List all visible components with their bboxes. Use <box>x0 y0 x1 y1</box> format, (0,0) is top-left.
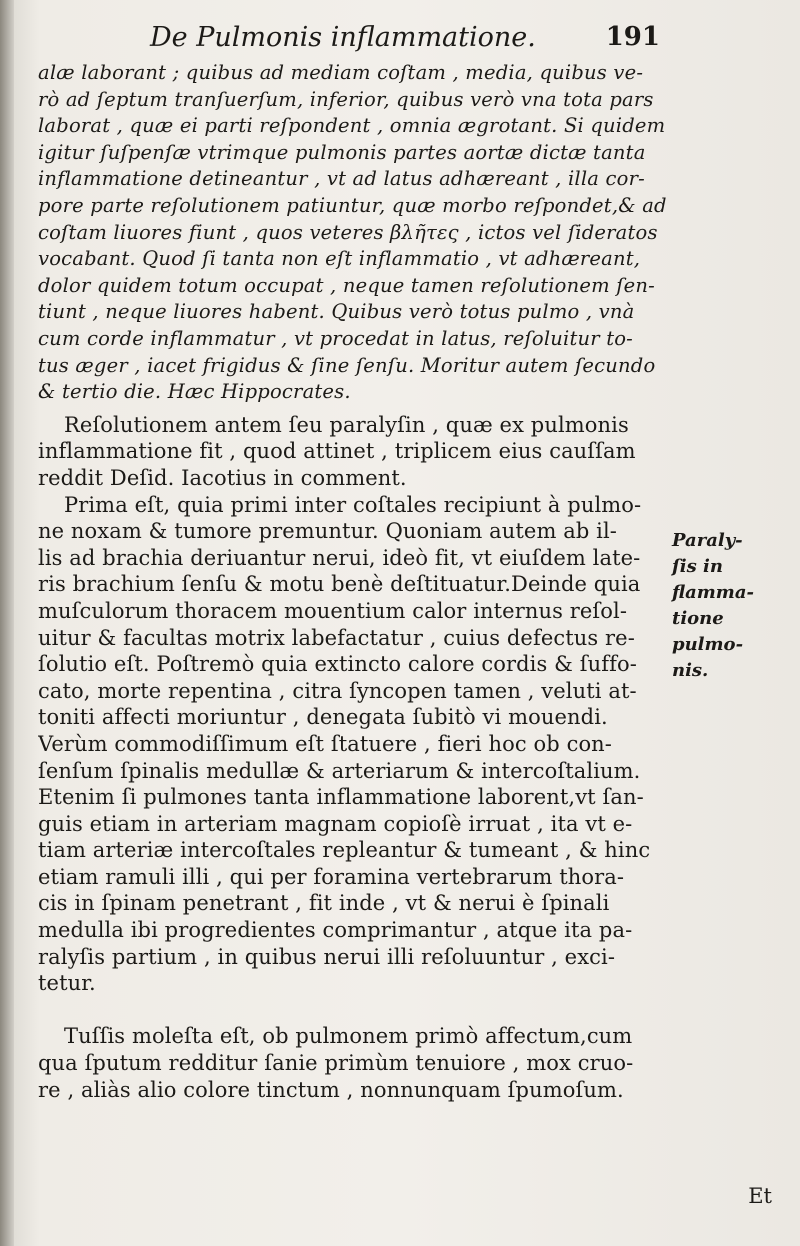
text-line: ſenſum ſpinalis medullæ & arteriarum & intercoſtalium. <box>38 758 641 783</box>
text-line: ris brachium ſenſu & motu benè deſtituatur.Deinde quia <box>38 572 641 597</box>
text-line: ne noxam & tumore premuntur. Quoniam autem ab il- <box>38 519 617 544</box>
text-line: Verùm commodiſſimum eſt ſtatuere , fieri hoc ob con- <box>38 731 613 756</box>
text-line: ſolutio eſt. Poſtremò quia extincto calore cordis & ſuffo- <box>38 652 637 677</box>
page-number: 191 <box>605 22 660 52</box>
text-line: re , aliàs alio colore tinctum , nonnunquam ſpumoſum. <box>38 1077 624 1102</box>
text-line: muſculorum thoracem mouentium calor internus reſol- <box>38 598 628 623</box>
text-line: dolor quidem totum occupat , neque tamen reſolutionem ſen- <box>38 273 655 297</box>
text-line: cato, morte repentina , citra ſyncopen tamen , veluti at- <box>38 678 637 703</box>
text-line: igitur ſuſpenſæ vtrimque pulmonis partes aortæ dictæ tanta <box>38 140 646 164</box>
running-title: De Pulmonis inflammatione. <box>150 22 536 53</box>
text-line: Etenim ſi pulmones tanta inflammatione laborent,vt ſan- <box>38 785 644 810</box>
text-line: Reſolutionem antem ſeu paralyſin , quæ ex pulmonis <box>64 412 629 437</box>
text-line: coſtam liuores fiunt , quos veteres βλῆτες , ictos vel ſideratos <box>38 220 658 244</box>
text-line: vocabant. Quod ſi tanta non eſt inflammatio , vt adhæreant, <box>38 247 641 271</box>
marginal-note-line: flamma- <box>672 582 754 603</box>
text-line: Prima eſt, quia primi inter coſtales recipiunt à pulmo- <box>64 492 642 517</box>
text-line: qua ſputum redditur ſanie primùm tenuiore , mox cruo- <box>38 1051 634 1076</box>
text-line: lis ad brachia deriuantur nerui, ideò fit, vt eiuſdem late- <box>38 545 641 570</box>
marginal-note-line: ſis in <box>672 556 723 577</box>
marginal-note-line: tione <box>672 608 724 629</box>
binding-shadow <box>0 0 14 1246</box>
text-line: alæ laborant ; quibus ad mediam coſtam , media, quibus ve- <box>38 61 644 84</box>
text-line: cis in ſpinam penetrant , fit inde , vt & nerui è ſpinali <box>38 891 610 916</box>
text-line <box>38 997 650 1024</box>
text-line: laborat , quæ ei parti reſpondent , omnia ægrotant. Si quidem <box>38 114 666 138</box>
text-line: uitur & facultas motrix labefactatur , cuius defectus re- <box>38 625 635 650</box>
text-line: inflammatione fit , quod attinet , triplicem eius cauſſam <box>38 439 636 464</box>
text-line: tetur. <box>38 971 96 996</box>
text-line: ralyſis partium , in quibus nerui illi reſoluuntur , exci- <box>38 944 616 969</box>
catchword: Et <box>748 1184 772 1208</box>
text-line: pore parte reſolutionem patiuntur, quæ morbo reſpondet,& ad <box>38 193 667 217</box>
text-line: medulla ibi progredientes comprimantur , atque ita pa- <box>38 918 633 943</box>
text-line: & tertio die. Hæc Hippocrates. <box>38 380 351 404</box>
text-line: Tuſſis moleſta eſt, ob pulmonem primò affectum,cum <box>64 1024 633 1049</box>
text-line: rò ad ſeptum tranſuerſum, inferior, quibus verò vna tota pars <box>38 87 654 111</box>
text-line: inflammatione detineantur , vt ad latus adhæreant , illa cor- <box>38 167 645 191</box>
marginal-note-line: nis. <box>672 660 709 681</box>
text-line: guis etiam in arteriam magnam copioſè irruat , ita vt e- <box>38 811 633 836</box>
marginal-note <box>672 528 782 684</box>
roman-text-block <box>38 412 650 1103</box>
text-line: cum corde inflammatur , vt procedat in latus, reſoluitur to- <box>38 326 633 350</box>
marginal-note-line: Paraly- <box>672 530 743 551</box>
text-line: reddit Deſid. Iacotius in comment. <box>38 465 407 490</box>
text-line: etiam ramuli illi , qui per foramina vertebrarum thora- <box>38 864 625 889</box>
text-line: tiunt , neque liuores habent. Quibus verò totus pulmo , vnà <box>38 300 635 324</box>
text-line: toniti affecti moriuntur , denegata ſubitò vi mouendi. <box>38 705 608 730</box>
text-line: tiam arteriæ intercoſtales repleantur & tumeant , & hinc <box>38 838 651 863</box>
italic-quotation-block <box>38 60 667 406</box>
text-line: tus æger , iacet frigidus & ſine ſenſu. Moritur autem ſecundo <box>38 353 656 377</box>
marginal-note-line: pulmo- <box>672 634 744 655</box>
